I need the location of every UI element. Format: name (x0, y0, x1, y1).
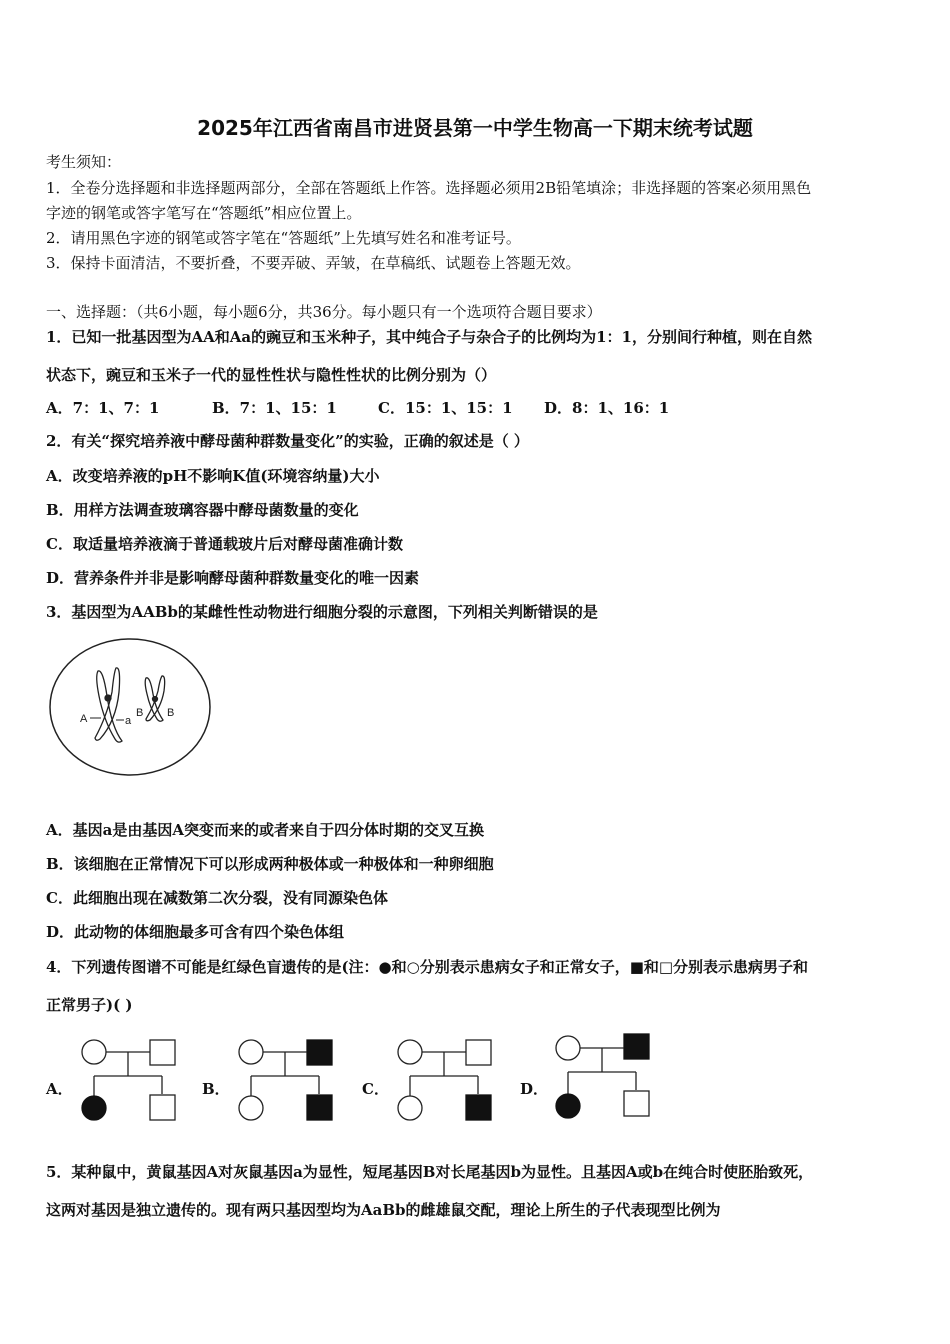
q4-stem: 4．下列遗传图谱不可能是红绿色盲遗传的是(注：●和○分别表示患病女子和正常女子，■和□分别表示患病男子和 (46, 958, 809, 976)
q2-option-c: C．取适量培养液滴于普通载玻片后对酵母菌准确计数 (46, 535, 403, 553)
son-normal (624, 1091, 649, 1116)
q1-options (46, 397, 669, 418)
q1-option-d: D．8：1、16：1 (544, 399, 670, 417)
q4-option-b-label: B． (202, 1080, 230, 1098)
gene-label-B-left: B (136, 707, 144, 719)
notice-item: 3．保持卡面清洁，不要折叠，不要弄破、弄皱，在草稿纸、试题卷上答题无效。 (46, 254, 581, 272)
mother-normal (398, 1040, 422, 1064)
cell-division-figure (46, 636, 214, 778)
q3-option-a: A．基因a是由基因A突变而来的或者来自于四分体时期的交叉互换 (46, 821, 484, 839)
pedigree-a (80, 1036, 180, 1124)
mother-normal (82, 1040, 106, 1064)
notice-item: 2．请用黑色字迹的钢笔或答字笔在“答题纸”上先填写姓名和准考证号。 (46, 229, 521, 247)
q1-stem: 1．已知一批基因型为AA和Aa的豌豆和玉米种子，其中纯合子与杂合子的比例均为1：1，分别间行种植，则在自然 (46, 328, 812, 346)
daughter-normal (239, 1096, 263, 1120)
cell-outline (50, 639, 210, 775)
son-affected (466, 1095, 491, 1120)
daughter-affected (82, 1096, 106, 1120)
q1-option-b: B．7：1、15：1 (212, 399, 337, 417)
q4-option-c-label: C． (362, 1080, 389, 1098)
q3-option-c: C．此细胞出现在减数第二次分裂，没有同源染色体 (46, 889, 388, 907)
notice-item: 1．全卷分选择题和非选择题两部分，全部在答题纸上作答。选择题必须用2B铅笔填涂；非选择题的答案必须用黑色 (46, 179, 812, 197)
mother-normal (239, 1040, 263, 1064)
notice-item: 字迹的钢笔或答字笔写在“答题纸”相应位置上。 (46, 204, 362, 222)
q1-option-a: A．7：1、7：1 (46, 399, 160, 417)
mother-normal (556, 1036, 580, 1060)
q1-option-c: C．15：1、15：1 (378, 399, 513, 417)
daughter-normal (398, 1096, 422, 1120)
chromosome-large (95, 668, 122, 742)
daughter-affected (556, 1094, 580, 1118)
q2-stem: 2．有关“探究培养液中酵母菌种群数量变化”的实验，正确的叙述是（ ） (46, 432, 529, 450)
father-normal (466, 1040, 491, 1065)
notice-heading: 考生须知： (46, 153, 122, 171)
son-normal (150, 1095, 175, 1120)
pedigree-b (237, 1036, 337, 1124)
father-affected (307, 1040, 332, 1065)
q3-option-d: D．此动物的体细胞最多可含有四个染色体组 (46, 923, 345, 941)
q3-stem: 3．基因型为AABb的某雌性性动物进行细胞分裂的示意图，下列相关判断错误的是 (46, 603, 598, 621)
father-affected (624, 1034, 649, 1059)
q4-option-d-label: D． (520, 1080, 549, 1098)
gene-label-A: A (80, 713, 88, 725)
gene-label-B-right: B (167, 707, 175, 719)
q5-stem: 5．某种鼠中，黄鼠基因A对灰鼠基因a为显性，短尾基因B对长尾基因b为显性。且基因A或b在纯合时使胚胎致死， (46, 1163, 814, 1181)
q5-stem-cont: 这两对基因是独立遗传的。现有两只基因型均为AaBb的雌雄鼠交配，理论上所生的子代表现型比例为 (46, 1201, 721, 1219)
pedigree-c (396, 1036, 496, 1124)
q4-stem-cont: 正常男子)( ) (46, 996, 133, 1014)
q1-stem-cont: 状态下，豌豆和玉米子一代的显性性状与隐性性状的比例分别为（） (46, 366, 497, 384)
father-normal (150, 1040, 175, 1065)
gene-label-a: a (125, 715, 132, 727)
pedigree-d (554, 1030, 654, 1120)
section-heading: 一、选择题：（共6小题，每小题6分，共36分。每小题只有一个选项符合题目要求） (46, 303, 602, 321)
q2-option-b: B．用样方法调查玻璃容器中酵母菌数量的变化 (46, 501, 359, 519)
chromosome-small (145, 676, 164, 721)
page-title: 2025年江西省南昌市进贤县第一中学生物高一下期末统考试题 (197, 116, 753, 140)
son-affected (307, 1095, 332, 1120)
q2-option-a: A．改变培养液的pH不影响K值(环境容纳量)大小 (46, 467, 380, 485)
q3-option-b: B．该细胞在正常情况下可以形成两种极体或一种极体和一种卵细胞 (46, 855, 494, 873)
q4-option-a-label: A． (46, 1080, 73, 1098)
q2-option-d: D．营养条件并非是影响酵母菌种群数量变化的唯一因素 (46, 569, 420, 587)
